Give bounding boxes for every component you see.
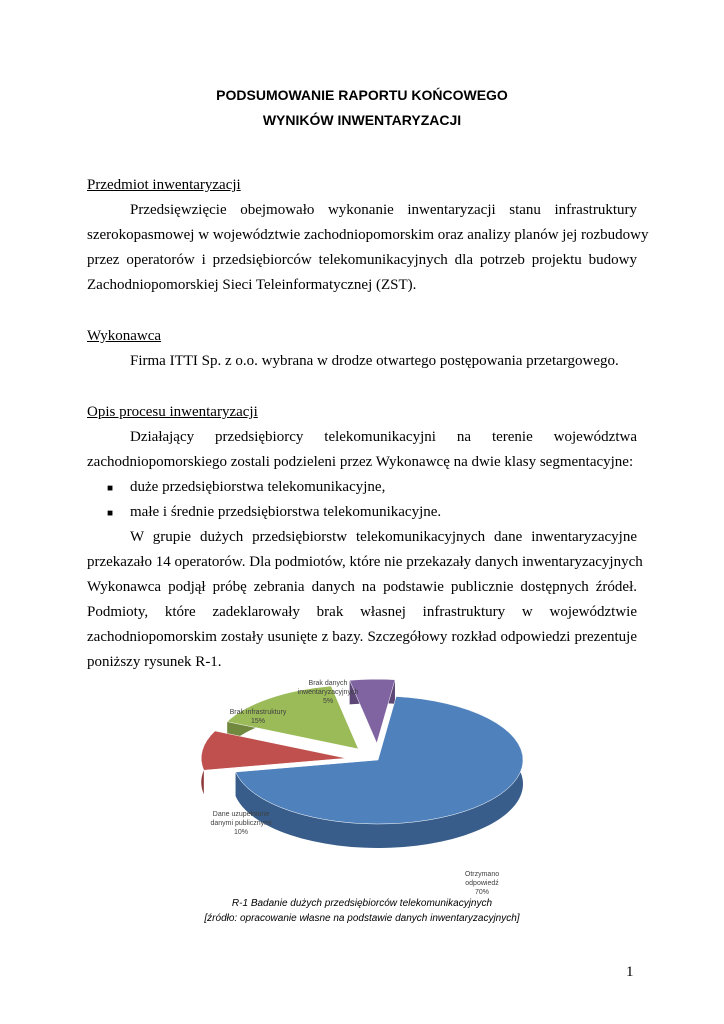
page-number: 1 <box>626 964 634 980</box>
pie-label-otrzymano-odpowiedz: Otrzymano <box>464 871 500 878</box>
paragraph-line: zachodniopomorskiego zostali podzieleni przez Wykonawcę na dwie klasy segmentacyjne: <box>87 454 634 470</box>
paragraph-line: przez operatorów i przedsiębiorców telekomunikacyjnych dla potrzeb projektu budowy <box>87 252 637 268</box>
paragraph-line: Wykonawca podjął próbę zebrania danych na podstawie publicznie dostępnych źródeł. <box>87 579 637 595</box>
paragraph-line: zachodniopomorskim zostały usunięte z bazy. Szczegółowy rozkład odpowiedzi prezentuje <box>87 629 637 645</box>
paragraph-line: W grupie dużych przedsiębiorstw telekomunikacyjnych dane inwentaryzacyjne <box>130 529 637 545</box>
paragraph-line: Działający przedsiębiorcy telekomunikacyjni na terenie województwa <box>130 429 637 445</box>
paragraph-line: Zachodniopomorskiej Sieci Teleinformatycznej (ZST). <box>87 277 417 293</box>
pie-label-otrzymano-odpowiedz: 70% <box>474 889 490 896</box>
document-title-line-1: PODSUMOWANIE RAPORTU KOŃCOWEGO <box>216 87 508 103</box>
pie-label-otrzymano-odpowiedz: odpowiedź <box>465 880 499 887</box>
figure-caption-line-2: [źródło: opracowanie własne na podstawie danych inwentaryzacyjnych] <box>204 913 520 924</box>
pie-label-brak-danych: 5% <box>322 698 334 705</box>
pie-label-brak-infrastruktury: 15% <box>250 718 266 725</box>
figure-caption-line-1: R-1 Badanie dużych przedsiębiorców telekomunikacyjnych <box>231 898 493 909</box>
bullet-item: duże przedsiębiorstwa telekomunikacyjne, <box>130 479 386 495</box>
paragraph-line: poniższy rysunek R-1. <box>87 654 222 670</box>
pie-label-dane-uzupelnione: danymi publicznymi <box>210 820 272 827</box>
paragraph-line: Firma ITTI Sp. z o.o. wybrana w drodze otwartego postępowania przetargowego. <box>130 353 619 369</box>
pie-label-brak-infrastruktury: Brak infrastruktury <box>229 709 287 716</box>
paragraph-line: Podmioty, które zadeklarowały brak własnej infrastruktury w województwie <box>87 604 637 620</box>
bullet-marker: ■ <box>107 483 114 494</box>
section-heading-wykonawca: Wykonawca <box>87 328 162 344</box>
pie-label-brak-danych: Brak danych <box>308 680 348 687</box>
bullet-item: małe i średnie przedsiębiorstwa telekomunikacyjne. <box>130 504 442 520</box>
pie-label-dane-uzupelnione: 10% <box>233 829 249 836</box>
paragraph-line: Przedsięwzięcie obejmowało wykonanie inwentaryzacji stanu infrastruktury <box>130 202 637 218</box>
document-title-line-2: WYNIKÓW INWENTARYZACJI <box>262 112 462 128</box>
section-heading-przedmiot: Przedmiot inwentaryzacji <box>87 177 241 193</box>
pie-chart <box>0 676 724 896</box>
pie-label-brak-danych: inwentaryzacyjnych <box>297 689 359 696</box>
paragraph-line: przekazało 14 operatorów. Dla podmiotów, które nie przekazały danych inwentaryzacyjnych <box>87 554 643 570</box>
section-heading-opis: Opis procesu inwentaryzacji <box>87 404 258 420</box>
bullet-marker: ■ <box>107 508 114 519</box>
pie-label-dane-uzupelnione: Dane uzupełnione <box>212 811 270 818</box>
paragraph-line: szerokopasmowej w województwie zachodniopomorskim oraz analizy planów jej rozbudowy <box>87 227 649 243</box>
